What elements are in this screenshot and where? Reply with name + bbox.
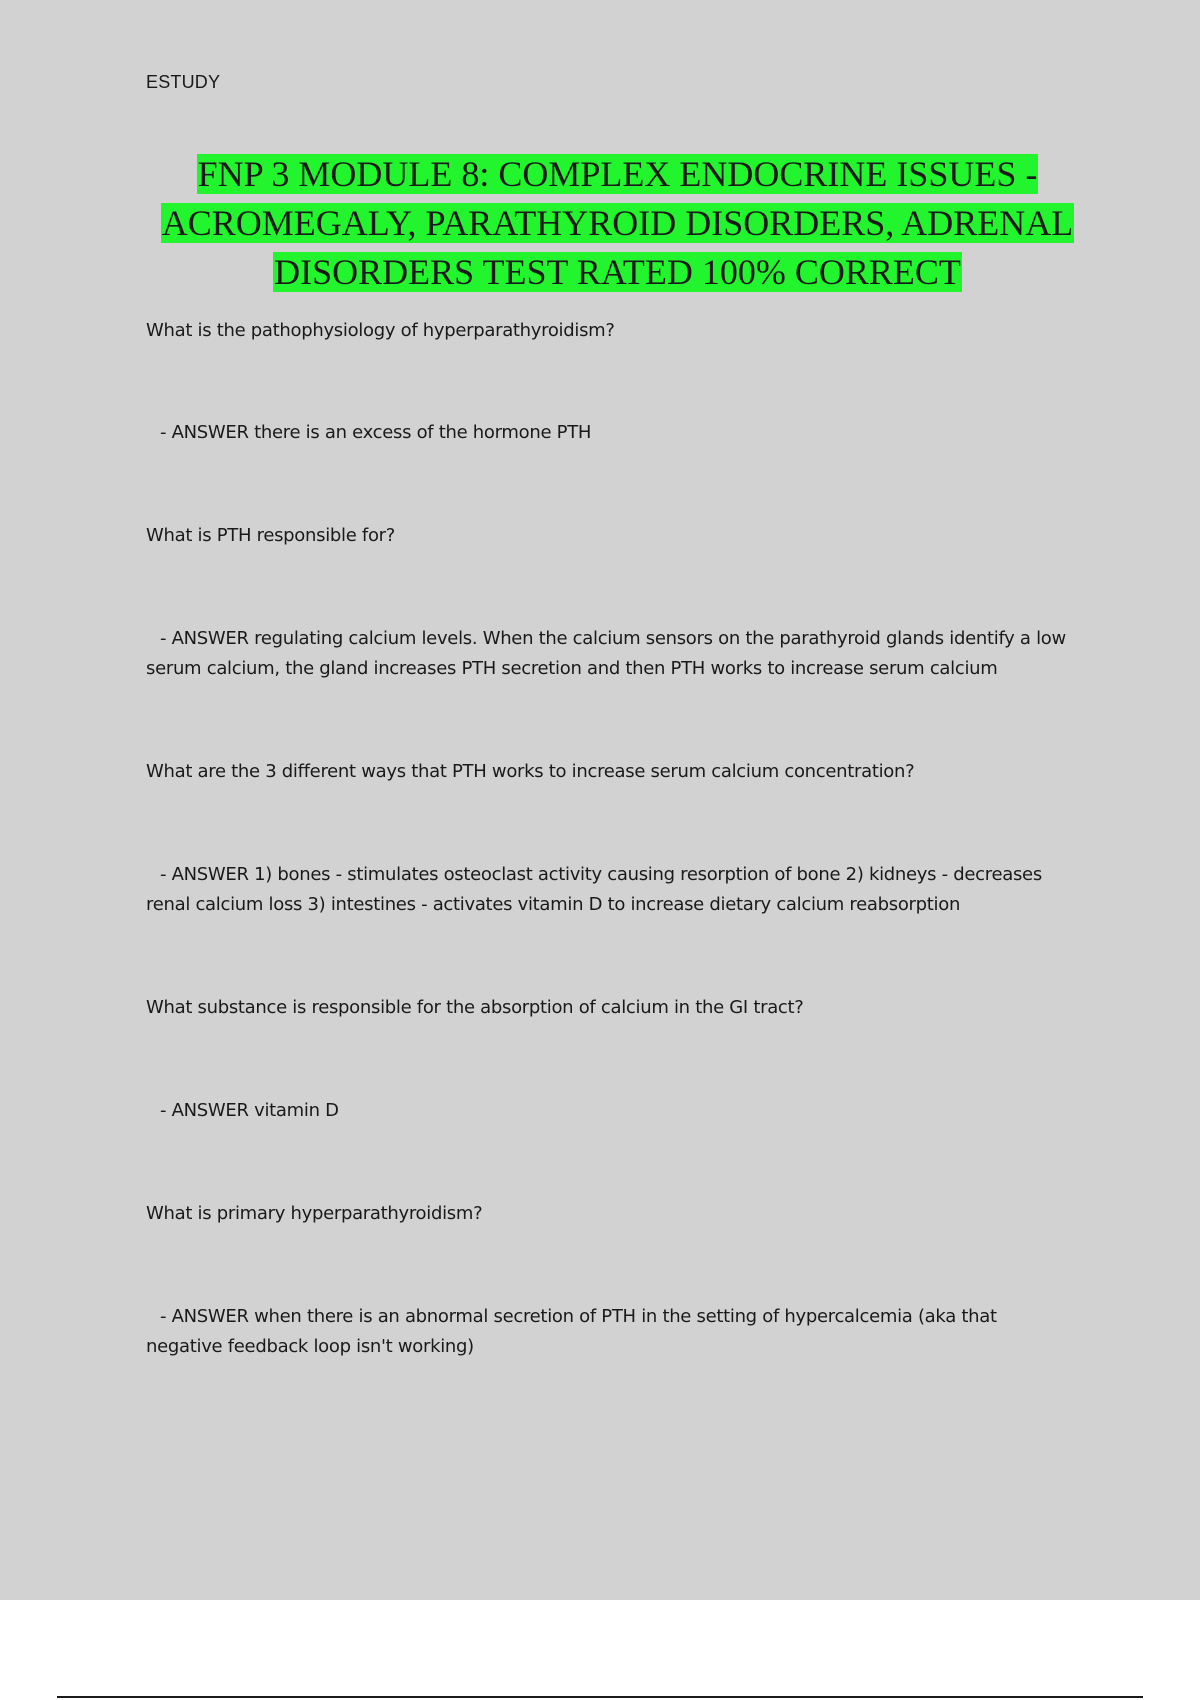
footer-divider — [57, 1696, 1143, 1698]
answer-3-text: - ANSWER 1) bones - stimulates osteoclast activity causing resorption of bone 2) kidneys - decreases renal calcium loss 3) intestines - activates vitamin D to increase dietary calcium reabsorption — [146, 864, 1042, 915]
question-1: What is the pathophysiology of hyperparathyroidism? — [146, 320, 615, 341]
answer-1-text: - ANSWER there is an excess of the hormone PTH — [160, 422, 592, 443]
answer-5 — [146, 1302, 1076, 1362]
title-line-1: FNP 3 MODULE 8: COMPLEX ENDOCRINE ISSUES - — [197, 154, 1038, 194]
question-4: What substance is responsible for the absorption of calcium in the GI tract? — [146, 997, 804, 1018]
title-line-2: ACROMEGALY, PARATHYROID DISORDERS, ADRENAL — [161, 203, 1074, 243]
title-line-3: DISORDERS TEST RATED 100% CORRECT — [274, 252, 961, 292]
answer-5-text: - ANSWER when there is an abnormal secretion of PTH in the setting of hypercalcemia (aka that negative feedback loop isn't working) — [146, 1306, 997, 1357]
answer-3 — [146, 860, 1076, 920]
answer-2 — [146, 624, 1076, 684]
answer-2-text: - ANSWER regulating calcium levels. When the calcium sensors on the parathyroid glands identify a low serum calcium, the gland increases PTH secretion and then PTH works to increase serum calcium — [146, 628, 1066, 679]
document-title — [130, 150, 1105, 297]
question-2: What is PTH responsible for? — [146, 525, 396, 546]
document-header: ESTUDY — [146, 72, 221, 92]
answer-4-text: - ANSWER vitamin D — [160, 1100, 339, 1121]
question-5: What is primary hyperparathyroidism? — [146, 1203, 483, 1224]
answer-4 — [146, 1096, 1076, 1126]
question-3: What are the 3 different ways that PTH works to increase serum calcium concentration? — [146, 761, 915, 782]
answer-1 — [146, 418, 1076, 448]
